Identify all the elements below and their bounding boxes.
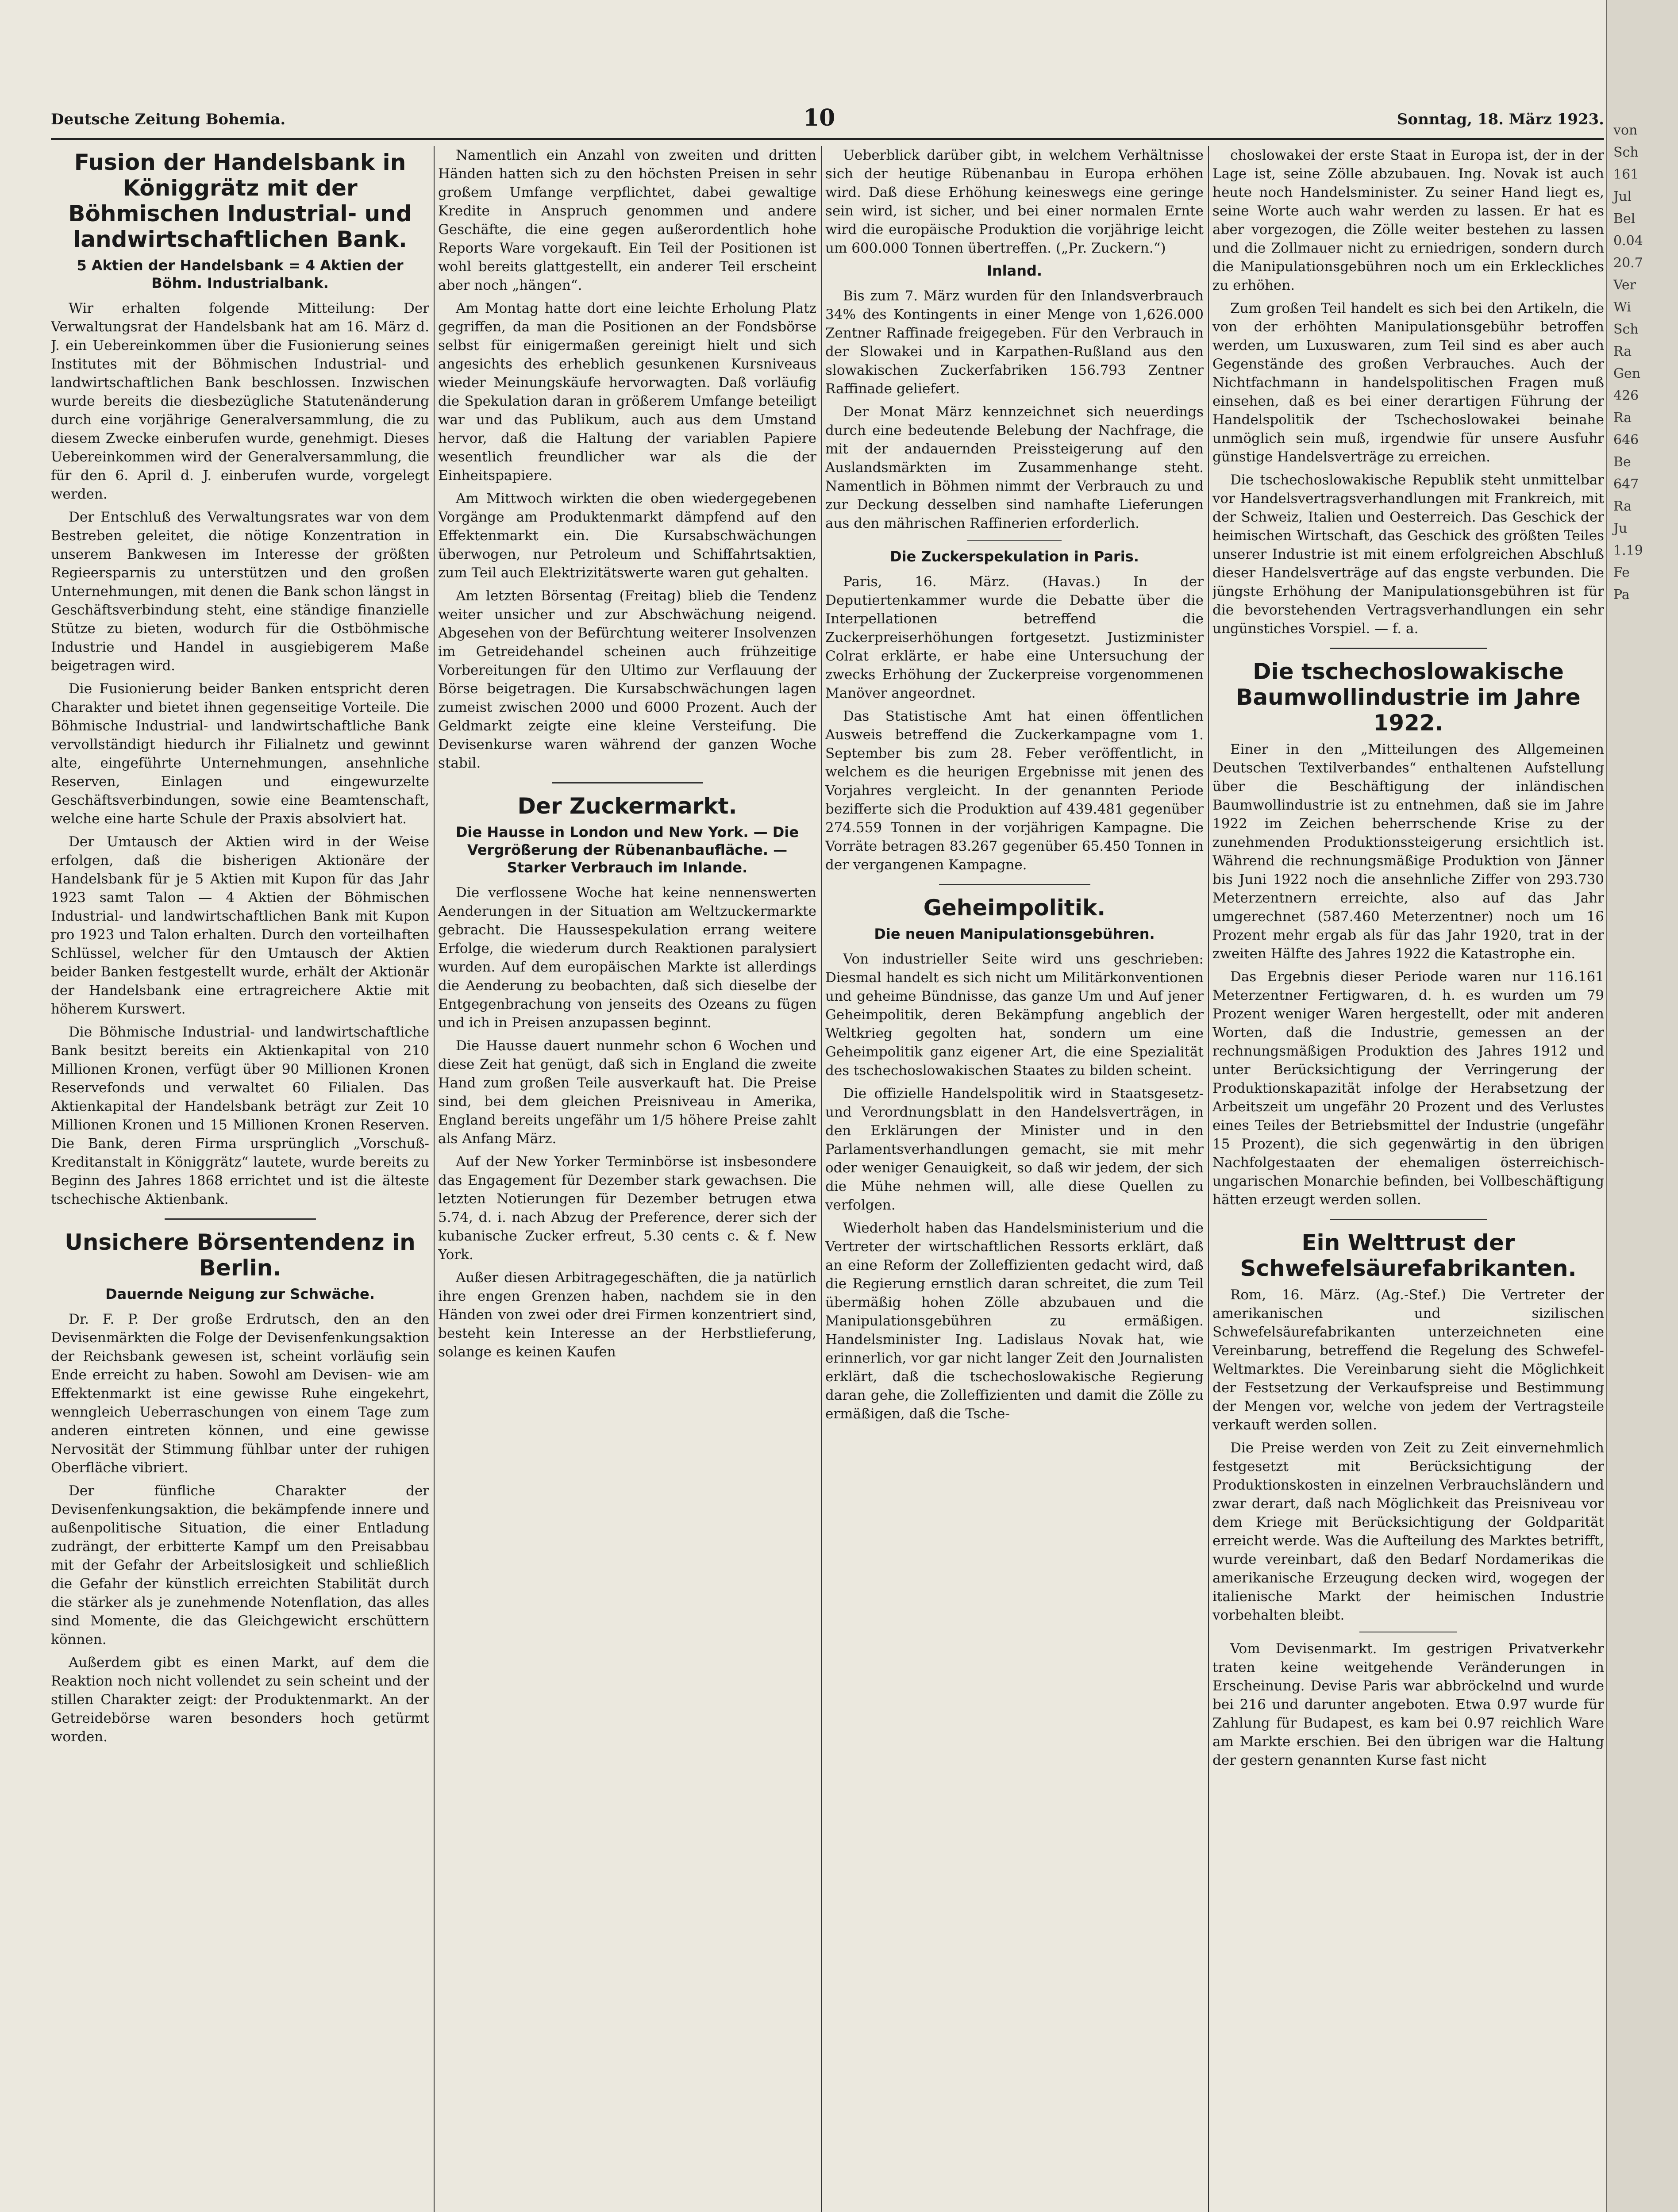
section-rule	[1330, 648, 1487, 649]
article-paragraph: Der Umtausch der Aktien wird in der Weise erfolgen, daß die bisherigen Aktionäre der Handelsbank für je 5 Aktien mit Kupon für das Jahr 1923 samt Talon — 4 Aktien der Böhmischen Industrial- und landwirtschaftlichen Bank mit Kupon pro 1923 und Talon erhalten. Durch den vorteilhaften Schlüssel, welcher für den Umtausch der Aktien beider Banken festgestellt wurde, erhält der Aktionär der Handelsbank eine ertragreichere Aktie mit höherem Kurswert.	[51, 834, 429, 1017]
article-paragraph: Ueberblick darüber gibt, in welchem Verhältnisse sich der heutige Rübenanbau in Europa erhöhen wird. Daß diese Erhöhung keineswegs eine geringe sein wird, ist sicher, und bei einer normalen Ernte wird die europäische Produktion die vorjährige leicht um 600.000 Tonnen übertreffen. („Pr. Zuckern.“)	[825, 147, 1204, 256]
gutter-text: Ra	[1613, 410, 1632, 426]
article-paragraph: Der Entschluß des Verwaltungsrates war von dem Bestreben geleitet, die nötige Konzentration in unserem Bankwesen im Interesse der größten Regieersparnis zu unterstützen und den großen Unternehmungen, mit denen die Bank schon längst in Geschäftsverbindung steht, eine ständige finanzielle Stütze zu bieten, wodurch für die Ostböhmische Industrie und Handel in ausgiebigerem Maße beigetragen wird.	[51, 509, 429, 674]
gutter-text: Jul	[1613, 189, 1632, 204]
gutter-text: 20.7	[1613, 255, 1643, 271]
article-title: Fusion der Handelsbank in Königgrätz mit der Böhmischen Industrial- und landwirtschaftlichen Bank.	[68, 150, 412, 252]
gutter-text: Ju	[1613, 521, 1628, 536]
column-4	[1212, 146, 1604, 2212]
section-rule	[1330, 1219, 1487, 1220]
gutter-text: Bel	[1613, 211, 1636, 227]
column-2	[438, 146, 816, 2212]
article-paragraph: Außerdem gibt es einen Markt, auf dem die Reaktion noch nicht vollendet zu sein scheint und der stillen Charakter zeigt: der Produktenmarkt. An der Getreidebörse waren besonders hoch getürmt worden.	[51, 1655, 429, 1745]
article-subtitle: Die neuen Manipulationsgebühren.	[874, 926, 1155, 942]
masthead	[51, 106, 1604, 137]
section-rule	[939, 884, 1090, 885]
article-paragraph: Von industrieller Seite wird uns geschrieben: Diesmal handelt es sich nicht um Militärkonventionen und geheime Bündnisse, das ganze Um und Auf jener Geheimpolitik, deren Bekämpfung angeblich der Weltkrieg gegolten hat, sondern um eine Geheimpolitik ganz eigener Art, die eine Spezialität des tschechoslowakischen Staates zu bilden scheint.	[825, 951, 1204, 1079]
gutter-text: Wi	[1613, 300, 1631, 315]
column-separator	[1208, 146, 1209, 2212]
article-paragraph: Einer in den „Mitteilungen des Allgemeinen Deutschen Textilverbandes“ enthaltenen Aufstellung über die Beschäftigung der inländischen Baumwollindustrie ist zu entnehmen, daß sie im Jahre 1922 im Zeichen beherrschende Krise zu der zunehmenden Produktionssteigerung ersichtlich ist. Während die rechnungsmäßige Produktion von Jänner bis Juni 1922 noch die ansehnliche Ziffer von 293.730 Meterzentnern erreichte, also auf das Jahr umgerechnet (587.460 Meterzentner) noch um 16 Prozent mehr ergab als für das Jahr 1920, trat in der zweiten Hälfte des Jahres 1922 die Katastrophe ein.	[1212, 741, 1604, 962]
gutter-text: Pa	[1613, 587, 1630, 603]
gutter-text: Ra	[1613, 499, 1632, 514]
gutter-text: Fe	[1613, 565, 1630, 580]
article-paragraph: Das Statistische Amt hat einen öffentlichen Ausweis betreffend die Zuckerkampagne vom 1. September bis zum 28. Feber veröffentlicht, in welchem es die heurigen Ergebnisse mit jenen des Vorjahres vergleicht. In der genannten Periode bezifferte sich die Produktion auf 439.481 gegenüber 274.559 Tonnen in der vorjährigen Kampagne. Die Vorräte betragen 83.267 gegenüber 65.450 Tonnen in der vergangenen Kampagne.	[825, 708, 1204, 873]
article-paragraph: Wir erhalten folgende Mitteilung: Der Verwaltungsrat der Handelsbank hat am 16. März d. J. ein Uebereinkommen über die Fusionierung seines Institutes mit der Böhmischen Industrial- und landwirtschaftlichen Bank beschlossen. Inzwischen wurde bereits die diesbezügliche Statutenänderung durch eine vorjährige Generalversammlung, die zu diesem Zwecke einberufen wurde, genehmigt. Dieses Uebereinkommen wird der Generalversammlung, die für den 6. April d. J. einberufen wurde, vorgelegt werden.	[51, 300, 429, 502]
gutter-text: Sch	[1613, 145, 1639, 160]
article-title: Der Zuckermarkt.	[517, 793, 737, 819]
article-paragraph: Rom, 16. März. (Ag.-Stef.) Die Vertreter der amerikanischen und sizilischen Schwefelsäurefabrikanten unterzeichneten eine Vereinbarung, betreffend die Regelung des Schwefel-Weltmarktes. Die Vereinbarung sieht die Möglichkeit der Festsetzung der Verkaufspreise und Bestimmung der Mengen vor, welche von jedem der Vertragsteile verkauft werden sollen.	[1212, 1287, 1604, 1433]
article-paragraph: Die Preise werden von Zeit zu Zeit einvernehmlich festgesetzt mit Berücksichtigung der Produktionskosten in einzelnen Verbrauchsländern und zwar derart, daß nach Möglichkeit das Preisniveau vor dem Kriege mit Berücksichtigung der Goldparität erreicht werde. Was die Aufteilung des Marktes betrifft, wurde vereinbart, daß den Bedarf Nordamerikas die amerikanische Erzeugung decken wird, wogegen der italienische Markt der heimischen Industrie vorbehalten bleibt.	[1212, 1440, 1604, 1623]
gutter-text: Ver	[1613, 277, 1636, 293]
article-paragraph: Wiederholt haben das Handelsministerium und die Vertreter der wirtschaftlichen Ressorts erklärt, daß an eine Reform der Zolleffizienten gedacht wird, daß die Regierung ernstlich daran schreitet, die zum Teil übermäßig hohen Zölle abzubauen und die Manipulationsgebühren zu ermäßigen. Handelsminister Ing. Ladislaus Novak hat, wie erinnerlich, vor gar nicht langer Zeit den Journalisten erklärt, daß die tschechoslowakische Regierung daran gehe, die Zolleffizienten und damit die Zölle zu ermäßigen, daß die Tsche-	[825, 1220, 1204, 1422]
article-paragraph: Namentlich ein Anzahl von zweiten und dritten Händen hatten sich zu den höchsten Preisen in sehr großem Umfange verpflichtet, dabei gewaltige Kredite in Anspruch genommen und andere Geschäfte, die eine gegen außerordentlich hohe Reports Ware vorgekauft. Ein Teil der Positionen ist wohl bereits glattgestellt, ein anderer Teil erscheint aber noch „hängen“.	[438, 147, 816, 293]
gutter-text: 647	[1613, 476, 1639, 492]
article-subtitle: Dauernde Neigung zur Schwäche.	[105, 1286, 375, 1302]
article-paragraph: Auf der New Yorker Terminbörse ist insbesondere das Engagement für Dezember stark gewachsen. Die letzten Notierungen für Dezember betrugen etwa 5.74, d. i. nach Abzug der Preference, derer sich der kubanische Zucker erfreut, 5.30 cents c. & f. New York.	[438, 1154, 816, 1263]
article-paragraph: Am Mittwoch wirkten die oben wiedergegebenen Vorgänge am Produktenmarkt dämpfend auf den Effektenmarkt ein. Die Kursabschwächungen überwogen, nur Petroleum und Schiffahrtsaktien, zum Teil auch Elektrizitätswerte waren gut gehalten.	[438, 491, 816, 581]
column-separator	[434, 146, 435, 2212]
article-paragraph: Am letzten Börsentag (Freitag) blieb die Tendenz weiter unsicher und zur Abschwächung neigend. Abgesehen von der Befürchtung weiterer Insolvenzen im Getreidehandel scheinen auch frühzeitige Vorbereitungen für den Ultimo zur Verflauung der Börse beigetragen. Die Kursabschwächungen lagen zumeist zwischen 2000 und 6000 Prozent. Auch der Geldmarkt zeigte eine kleine Versteifung. Die Devisenkurse waren während der ganzen Woche stabil.	[438, 588, 816, 771]
article-paragraph: Vom Devisenmarkt. Im gestrigen Privatverkehr traten keine weitgehende Veränderungen in Erscheinung. Devise Paris war abbröckelnd und wurde bei 216 und darunter angeboten. Etwa 0.97 wurde für Zahlung für Budapest, es kam bei 0.97 reichlich Ware am Markte erschien. Bei den übrigen war die Haltung der gestern genannten Kurse fast nicht	[1212, 1641, 1604, 1768]
article-paragraph: Dr. F. P. Der große Erdrutsch, den an den Devisenmärkten die Folge der Devisenfenkungsaktion der Reichsbank gewesen ist, scheint vorläufig sein Ende erreicht zu haben. Sowohl am Devisen- wie am Effektenmarkt ist eine gewisse Ruhe eingekehrt, wenngleich Ueberraschungen von einem Tage zum anderen eintreten können, und eine gewisse Nervosität der Stimmung fühlbar unter der ruhigen Oberfläche vibriert.	[51, 1311, 429, 1476]
article-paragraph: Die Fusionierung beider Banken entspricht deren Charakter und bietet ihnen gegenseitige Vorteile. Die Böhmische Industrial- und landwirtschaftliche Bank vervollständigt hiedurch ihr Filialnetz und gewinnt alte, eingeführte Unternehmungen, ansehnliche Reserven, Einlagen und eingewurzelte Geschäftsverbindungen, sowie eine Beamtenschaft, welche eine harte Schule der Praxis absolviert hat.	[51, 681, 429, 827]
paper-name: Deutsche Zeitung Bohemia.	[51, 111, 286, 128]
issue-date: Sonntag, 18. März 1923.	[1397, 111, 1604, 128]
gutter-text: 1.19	[1613, 543, 1643, 558]
page-number: 10	[803, 104, 835, 131]
column-separator	[821, 146, 822, 2212]
gutter-text: Gen	[1613, 366, 1641, 381]
article-title: Die tschechoslowakische Baumwollindustrie im Jahre 1922.	[1236, 659, 1581, 736]
article-title: Unsichere Börsentendenz in Berlin.	[65, 1229, 416, 1281]
article-paragraph: Bis zum 7. März wurden für den Inlandsverbrauch 34% des Kontingents in einer Menge von 1,626.000 Zentner Raffinade freigegeben. Für den Verbrauch in der Slowakei und in Karpathen-Rußland aus den slowakischen Zuckerfabriken 156.793 Zentner Raffinade geliefert.	[825, 288, 1204, 397]
article-paragraph: Zum großen Teil handelt es sich bei den Artikeln, die von der erhöhten Manipulationsgebühr betroffen werden, um Luxuswaren, zum Teil sind es aber auch Gegenstände des großen Verbrauches. Auch der Nichtfachmann in handelspolitischen Fragen muß einsehen, daß es bei einer derartigen Führung der Handelspolitik der Tschechoslowakei beinahe unmöglich sein muß, irgendwie für unsere Ausfuhr günstige Handelsverträge zu erreichen.	[1212, 300, 1604, 465]
article-paragraph: Der fünfliche Charakter der Devisenfenkungsaktion, die bekämpfende innere und außenpolitische Situation, die einer Entladung zudrängt, der erbitterte Kampf um den Preisabbau mit der Gefahr der Arbeitslosigkeit und schließlich die Gefahr der künstlich erreichten Stabilität durch die stärker als je zunehmende Notenflation, das alles sind Momente, die das Gleichgewicht erschüttern können.	[51, 1483, 429, 1647]
section-heading: Inland.	[986, 262, 1043, 279]
article-paragraph: Die Hausse dauert nunmehr schon 6 Wochen und diese Zeit hat genügt, daß sich in England die zweite Hand zum großen Teile ausverkauft hat. Die Preise sind, bei dem gleichen Preisniveau in Amerika, England bereits ungefähr um 1/5 höhere Preise zahlt als Anfang März.	[438, 1038, 816, 1147]
article-title: Ein Welttrust der Schwefelsäurefabrikanten.	[1240, 1230, 1577, 1281]
article-paragraph: Am Montag hatte dort eine leichte Erholung Platz gegriffen, da man die Positionen an der Fondsbörse selbst für einigermaßen gereinigt hielt und sich angesichts des erheblich gesunkenen Kursniveaus wieder Meinungskäufe hervorwagten. Daß vorläufig die Spekulation daran in größerem Umfange beteiligt war und das Publikum, auch aus dem Umstand hervor, daß die Haltung der variablen Papiere wesentlich freundlicher war als die der Einheitspapiere.	[438, 300, 816, 484]
adjacent-page-edge	[1606, 0, 1678, 2212]
section-heading: Die Zuckerspekulation in Paris.	[890, 548, 1139, 565]
article-paragraph: Außer diesen Arbitragegeschäften, die ja natürlich ihre engen Grenzen haben, nachdem sie in den Händen von zwei oder drei Firmen konzentriert sind, besteht kein Interesse an der Herbstlieferung, solange es keinen Kaufen	[438, 1270, 816, 1360]
section-rule	[967, 540, 1062, 541]
section-rule	[552, 782, 703, 783]
gutter-text: 646	[1613, 432, 1639, 448]
article-paragraph: choslowakei der erste Staat in Europa ist, der in der Lage ist, seine Zölle abzubauen. Ing. Novak ist auch heute noch Handelsminister. Zu seiner Hand liegt es, seine Worte auch wahr werden zu lassen. Er hat es aber vorgezogen, die Zölle weiter bestehen zu lassen und die Zollmauer nicht zu erniedrigen, sondern durch die Manipulationsgebühren noch um ein Erkleckliches zu erhöhen.	[1212, 147, 1604, 293]
article-title: Geheimpolitik.	[923, 895, 1106, 921]
gutter-text: 426	[1613, 388, 1639, 403]
article-paragraph: Der Monat März kennzeichnet sich neuerdings durch eine bedeutende Belebung der Nachfrage, die mit der andauernden Preissteigerung auf den Auslandsmärkten im Zusammenhange steht. Namentlich in Böhmen nimmt der Verbrauch zu und zur Deckung desselben sind namhafte Lieferungen aus den mährischen Raffinerien erforderlich.	[825, 404, 1204, 531]
article-paragraph: Die verflossene Woche hat keine nennenswerten Aenderungen in der Situation am Weltzuckermarkte gebracht. Die Haussespekulation errang weitere Erfolge, die wiederum durch Reaktionen paralysiert wurden. Auf dem europäischen Markte ist allerdings die Aenderung zu beobachten, daß sich dieselbe der Entgegenbrachung von jenseits des Ozeans zu fügen und ich in Preisen anzupassen beginnt.	[438, 885, 816, 1031]
article-paragraph: Die offizielle Handelspolitik wird in Staatsgesetz- und Verordnungsblatt in den Handelsverträgen, in den Erklärungen der Minister und in den Parlamentsverhandlungen gemacht, sie mit mehr oder weniger Genauigkeit, so daß wir jedem, der sich die Mühe nehmen will, alle diese Quellen zu verfolgen.	[825, 1086, 1204, 1213]
article-subtitle: 5 Aktien der Handelsbank = 4 Aktien der Böhm. Industrialbank.	[77, 257, 404, 292]
gutter-text: von	[1613, 123, 1638, 138]
gutter-text: Ra	[1613, 344, 1632, 359]
gutter-text: Be	[1613, 454, 1631, 470]
column-1	[51, 146, 429, 2212]
column-3	[825, 146, 1204, 2212]
section-rule	[165, 1218, 316, 1220]
article-paragraph: Das Ergebnis dieser Periode waren nur 116.161 Meterzentner Fertigwaren, d. h. es wurden um 79 Prozent weniger Waren hergestellt, oder mit anderen Worten, daß die Industrie, gemessen an der rechnungsmäßigen Produktion des Jahres 1912 und unter Berücksichtigung der Verringerung der Produktionskapazität infolge der Herabsetzung der Arbeitszeit um ungefähr 20 Prozent und des Verlustes eines Teiles der Betriebsmittel der Industrie (ungefähr 15 Prozent), die sich gegenwärtig in den übrigen Nachfolgestaaten der ehemaligen österreichisch-ungarischen Monarchie befinden, bei Vollbeschäftigung hätten erzeugt werden sollen.	[1212, 969, 1604, 1208]
article-subtitle: Die Hausse in London und New York. — Die Vergrößerung der Rübenanbaufläche. — Starker Verbrauch im Inlande.	[455, 824, 799, 876]
gutter-text: 161	[1613, 167, 1639, 182]
article-paragraph: Paris, 16. März. (Havas.) In der Deputiertenkammer wurde die Debatte über die Interpellationen betreffend die Zuckerpreiserhöhungen fortgesetzt. Justizminister Colrat erklärte, er habe eine Untersuchung der zwecks Erhöhung der Zuckerpreise vorgenommenen Manöver angeordnet.	[825, 574, 1204, 701]
gutter-text: Sch	[1613, 322, 1639, 337]
article-paragraph: Die tschechoslowakische Republik steht unmittelbar vor Handelsvertragsverhandlungen mit Frankreich, mit der Schweiz, Italien und Oesterreich. Das Geschick der heimischen Wirtschaft, das Geschick des größten Teiles unserer Industrie ist mit einem erfolgreichen Abschluß dieser Handelsverträge auf das engste verbunden. Die jüngste Erhöhung der Manipulationsgebühren ist für die bevorstehenden Vertragsverhandlungen ein sehr ungünstiches Vorspiel. — f. a.	[1212, 472, 1604, 637]
gutter-text: 0.04	[1613, 233, 1643, 249]
masthead-rule	[51, 138, 1604, 140]
article-paragraph: Die Böhmische Industrial- und landwirtschaftliche Bank besitzt bereits ein Aktienkapital von 210 Millionen Kronen, verfügt über 90 Millionen Kronen Reservefonds und verwaltet 60 Filialen. Das Aktienkapital der Handelsbank beträgt zur Zeit 10 Millionen Kronen und 15 Millionen Kronen Reserven. Die Bank, deren Firma ursprünglich „Vorschuß-Kreditanstalt in Königgrätz“ lautete, wurde bereits zu Beginn des Jahres 1868 errichtet und ist die älteste tschechische Aktienbank.	[51, 1024, 429, 1207]
